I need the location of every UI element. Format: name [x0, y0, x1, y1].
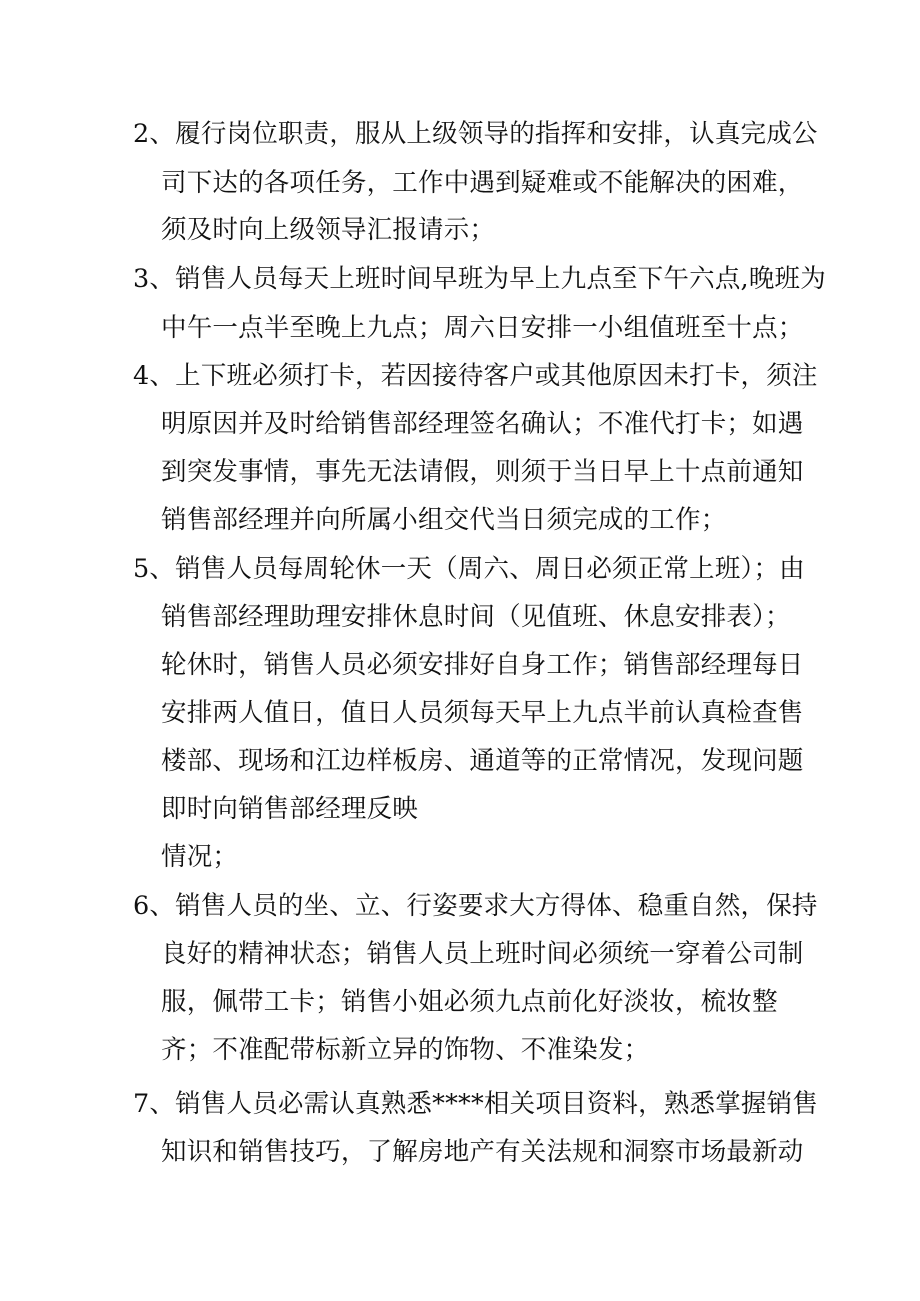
clause-5-line-5: 楼部、现场和江边样板房、通道等的正常情况，发现问题 [161, 746, 804, 776]
clause-7-line-2: 知识和销售技巧，了解房地产有关法规和洞察市场最新动 [161, 1137, 804, 1167]
clause-4-line-2: 明原因并及时给销售部经理签名确认；不准代打卡；如遇 [161, 409, 804, 439]
clause-6-line-2: 良好的精神状态；销售人员上班时间必须统一穿着公司制 [161, 939, 804, 969]
clause-4-line-3: 到突发事情，事先无法请假，则须于当日早上十点前通知 [161, 457, 804, 487]
clause-3-line-1: 3、销售人员每天上班时间早班为早上九点至下午六点,晚班为 [133, 264, 826, 294]
clause-5-line-3: 轮休时，销售人员必须安排好自身工作；销售部经理每日 [161, 650, 804, 680]
clause-5-line-7: 情况； [161, 842, 239, 872]
clause-5-line-2: 销售部经理助理安排休息时间（见值班、休息安排表）； [161, 602, 791, 632]
clause-4-line-1: 4、上下班必须打卡，若因接待客户或其他原因未打卡，须注 [133, 361, 818, 391]
clause-6-line-3: 服，佩带工卡；销售小姐必须九点前化好淡妆，梳妆整 [161, 987, 778, 1017]
clause-6-line-4: 齐；不准配带标新立异的饰物、不准染发； [161, 1035, 650, 1065]
clause-3-line-2: 中午一点半至晚上九点；周六日安排一小组值班至十点； [161, 313, 804, 343]
clause-6-line-1: 6、销售人员的坐、立、行姿要求大方得体、稳重自然，保持 [133, 891, 818, 921]
clause-2-line-3: 须及时向上级领导汇报请示； [161, 215, 496, 245]
clause-7-line-1: 7、销售人员必需认真熟悉****相关项目资料，熟悉掌握销售 [133, 1089, 819, 1119]
clause-5-line-6: 即时向销售部经理反映 [161, 794, 419, 824]
clause-4-line-4: 销售部经理并向所属小组交代当日须完成的工作； [161, 505, 727, 535]
clause-5-line-4: 安排两人值日，值日人员须每天早上九点半前认真检查售 [161, 698, 804, 728]
clause-5-line-1: 5、销售人员每周轮休一天（周六、周日必须正常上班）；由 [133, 554, 805, 584]
clause-2-line-1: 2、履行岗位职责，服从上级领导的指挥和安排，认真完成公 [133, 119, 818, 149]
clause-2-line-2: 司下达的各项任务，工作中遇到疑难或不能解决的困难， [161, 168, 804, 198]
